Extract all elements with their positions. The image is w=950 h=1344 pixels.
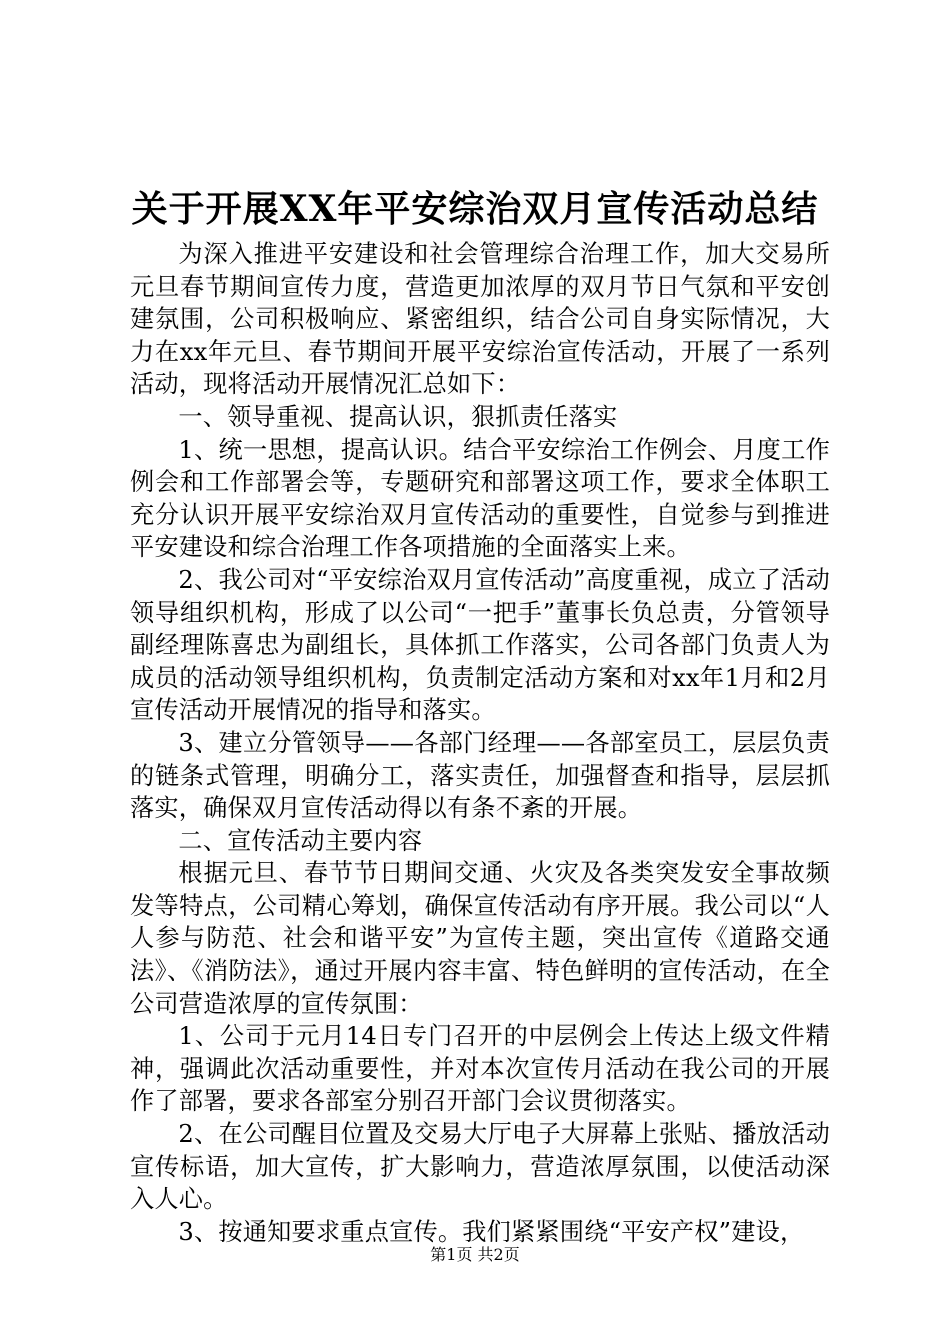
paragraph-1-1: 1、统一思想，提高认识。结合平安综治工作例会、月度工作例会和工作部署会等，专题研究和部署这项工作，要求全体职工充分认识开展平安综治双月宣传活动的重要性，自觉参与到推进平安建设和综合治理工作各项措施的全面落实上来。 <box>130 435 830 562</box>
paragraph-2-1: 1、公司于元月14日专门召开的中层例会上传达上级文件精神，强调此次活动重要性，并对本次宣传月活动在我公司的开展作了部署，要求各部室分别召开部门会议贯彻落实。 <box>130 1022 830 1116</box>
document-title: 关于开展XX年平安综治双月宣传活动总结 <box>131 188 819 230</box>
paragraph-2-2: 2、在公司醒目位置及交易大厅电子大屏幕上张贴、播放活动宣传标语，加大宣传，扩大影响力，营造浓厚氛围，以使活动深入人心。 <box>130 1120 830 1214</box>
paragraph-intro: 为深入推进平安建设和社会管理综合治理工作，加大交易所元旦春节期间宣传力度，营造更加浓厚的双月节日气氛和平安创建氛围，公司积极响应、紧密组织，结合公司自身实际情况，大力在xx年元旦、春节期间开展平安综治宣传活动，开展了一系列活动，现将活动开展情况汇总如下： <box>130 240 830 399</box>
paragraph-1-2: 2、我公司对“平安综治双月宣传活动”高度重视，成立了活动领导组织机构，形成了以公司“一把手”董事长负总责，分管领导副经理陈喜忠为副组长，具体抓工作落实，公司各部门负责人为成员的活动领导组织机构，负责制定活动方案和对xx年1月和2月宣传活动开展情况的指导和落实。 <box>130 565 830 725</box>
paragraph-1-3: 3、建立分管领导——各部门经理——各部室员工，层层负责的链条式管理，明确分工，落实责任，加强督查和指导，层层抓落实，确保双月宣传活动得以有条不紊的开展。 <box>130 728 830 823</box>
section-heading-1: 一、领导重视、提高认识，狠抓责任落实 <box>178 402 618 431</box>
paragraph-2-3: 3、按通知要求重点宣传。我们紧紧围绕“平安产权”建设， <box>178 1217 805 1246</box>
document-body <box>130 238 830 1248</box>
paragraph-2-intro: 根据元旦、春节节日期间交通、火灾及各类突发安全事故频发等特点，公司精心筹划，确保宣传活动有序开展。我公司以“人人参与防范、社会和谐平安”为宣传主题，突出宣传《道路交通法》、《消防法》，通过开展内容丰富、特色鲜明的宣传活动，在全公司营造浓厚的宣传氛围： <box>130 859 830 1018</box>
page-footer: 第1页 共2页 <box>430 1245 520 1264</box>
section-heading-2: 二、宣传活动主要内容 <box>178 826 423 855</box>
